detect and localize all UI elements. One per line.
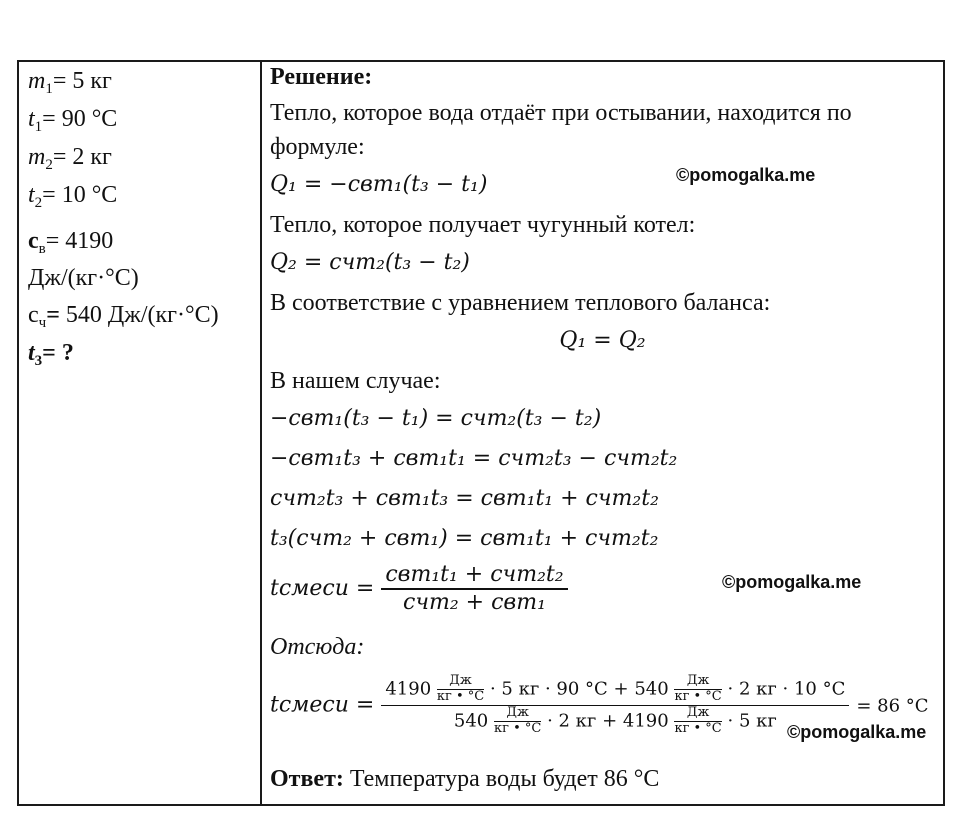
solution-text-5: Отсюда:: [270, 634, 365, 660]
given-cch-symbol: с: [28, 302, 39, 328]
formula-mix: [270, 562, 568, 616]
given-t3-sub: 3: [34, 353, 43, 369]
unit-num: Дж: [686, 673, 710, 688]
unit-fraction: [494, 706, 541, 737]
den-value-b: · 2 кг + 4190: [547, 710, 669, 732]
unit-fraction: [674, 706, 721, 737]
solution-heading: Решение:: [270, 64, 373, 90]
num-value-b: · 5 кг · 90 °C + 540: [489, 678, 669, 700]
solution-text-2: Тепло, которое получает чугунный котел:: [270, 212, 696, 238]
given-m2-sub: 2: [45, 157, 53, 173]
formula-numeric-denominator: [450, 706, 781, 737]
given-t2-sub: 2: [34, 195, 43, 211]
formula-numeric-fraction: [381, 674, 849, 737]
watermark: ©pomogalka.me: [787, 722, 927, 742]
num-value-a: 4190: [385, 678, 432, 700]
given-m1: [28, 62, 256, 100]
solution-text-3: В соответствие с уравнением теплового баланса:: [270, 290, 771, 316]
unit-fraction: [674, 674, 721, 705]
given-cch-sub: ч: [38, 315, 47, 331]
formula-step-1: −cвm₁(t₃ − t₁) = cчm₂(t₃ − t₂): [270, 406, 602, 431]
formula-mix-numerator: cвm₁t₁ + cчm₂t₂: [385, 562, 564, 587]
formula-q2: Q₂ = cчm₂(t₃ − t₂): [270, 250, 470, 275]
given-t1: [28, 100, 256, 138]
formula-step-3: cчm₂t₃ + cвm₁t₃ = cвm₁t₁ + cчm₂t₂: [270, 486, 659, 511]
unit-num: Дж: [506, 705, 529, 721]
answer-label: Ответ:: [270, 766, 344, 792]
given-cch-eq: =: [46, 302, 60, 328]
formula-numeric-numerator: [381, 674, 849, 705]
given-m1-value: = 5 кг: [52, 68, 112, 94]
unit-den: кг • °C: [674, 688, 722, 704]
given-t3-symbol: t: [28, 340, 35, 366]
solution-text-4: В нашем случае:: [270, 368, 441, 394]
given-column: [28, 62, 256, 372]
given-cv: [28, 222, 256, 260]
formula-numeric-lhs: tсмеси =: [270, 692, 375, 718]
solution-text-1: Тепло, которое вода отдаёт при остывании, находится по: [270, 100, 852, 126]
given-t3-value: = ?: [42, 340, 74, 366]
formula-q1: Q₁ = −cвm₁(t₃ − t₁): [270, 172, 488, 197]
formula-step-4: t₃(cчm₂ + cвm₁) = cвm₁t₁ + cчm₂t₂: [270, 526, 659, 551]
formula-step-2: −cвm₁t₃ + cвm₁t₁ = cчm₂t₃ − cчm₂t₂: [270, 446, 678, 471]
answer-text: Температура воды будет 86 °C: [343, 766, 660, 792]
formula-mix-lhs: tсмеси =: [270, 576, 375, 602]
given-t3: [28, 334, 256, 372]
given-m2: [28, 138, 256, 176]
column-divider: [260, 60, 262, 806]
solution-text-1b: формуле:: [270, 134, 365, 160]
given-cv-unit: Дж/(кг·°C): [28, 265, 139, 291]
given-cv-sub: в: [38, 241, 46, 257]
given-cv-symbol: с: [28, 228, 39, 254]
watermark: ©pomogalka.me: [722, 572, 862, 592]
unit-num: Дж: [449, 673, 472, 688]
given-t2-value: = 10 °C: [42, 182, 118, 208]
given-m2-value: = 2 кг: [52, 144, 112, 170]
given-t1-symbol: t: [28, 106, 35, 132]
unit-num: Дж: [686, 705, 710, 721]
formula-numeric-result: = 86 °C: [856, 695, 929, 717]
num-value-c: · 2 кг · 10 °C: [727, 678, 846, 700]
given-cv-value: = 4190: [45, 228, 114, 254]
given-t2-symbol: t: [28, 182, 35, 208]
unit-den: кг • °C: [436, 688, 485, 704]
given-t1-value: = 90 °C: [42, 106, 118, 132]
unit-den: кг • °C: [494, 721, 542, 737]
given-t2: [28, 176, 256, 214]
unit-den: кг • °C: [674, 721, 722, 737]
watermark: ©pomogalka.me: [676, 165, 816, 185]
given-cch-value: 540 Дж/(кг·°C): [59, 302, 219, 328]
unit-fraction: [437, 674, 484, 705]
formula-mix-fraction: [381, 562, 567, 616]
given-m1-sub: 1: [45, 81, 53, 97]
given-m2-symbol: m: [28, 144, 46, 170]
den-value-a: 540: [453, 710, 489, 732]
given-cch: [28, 296, 256, 334]
answer: [270, 766, 659, 793]
given-m1-symbol: m: [28, 68, 46, 94]
given-t1-sub: 1: [34, 119, 43, 135]
den-value-c: · 5 кг: [727, 710, 777, 732]
formula-balance: Q₁ = Q₂: [559, 328, 646, 353]
formula-mix-denominator: cчm₂ + cвm₁: [403, 589, 546, 615]
